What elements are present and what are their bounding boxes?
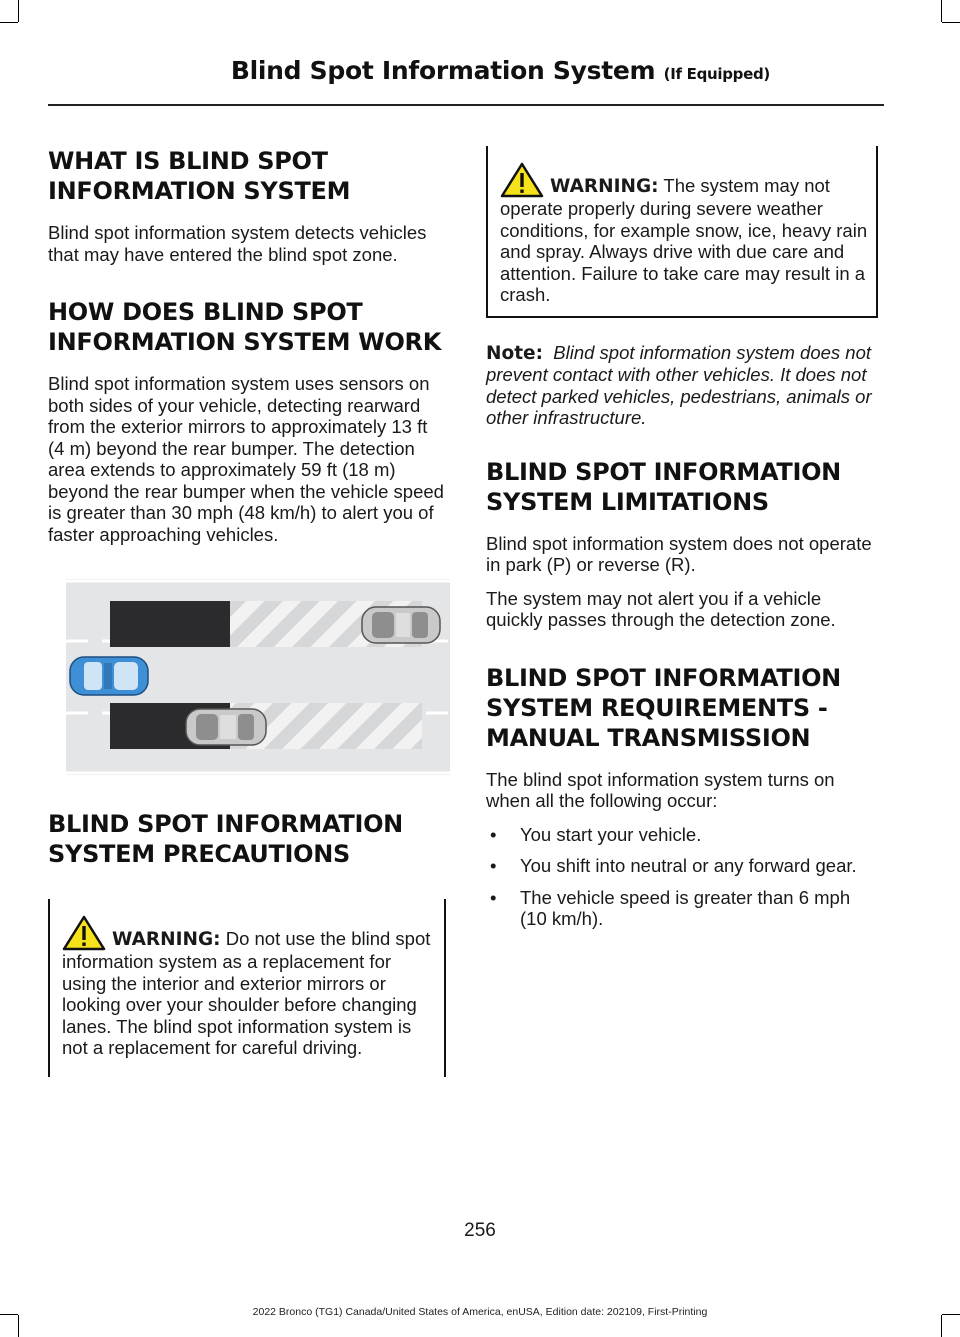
chapter-subtitle: (If Equipped) [663, 65, 770, 83]
blind-spot-vehicle [186, 709, 266, 745]
warning-text: The system may not operate properly during severe weather conditions, for example snow, ice, heavy rain and spray. Always drive with due care and attention. Failure to take care may result in a crash. [500, 175, 868, 305]
crop-mark [941, 0, 942, 22]
own-vehicle [70, 657, 148, 695]
how-it-works-heading: HOW DOES BLIND SPOT INFORMATION SYSTEM WORK [48, 298, 442, 356]
header-divider [48, 104, 884, 106]
warning-triangle-icon [62, 915, 106, 951]
warning-box [486, 146, 878, 318]
how-it-works-paragraph: Blind spot information system uses sensors on both sides of your vehicle, detecting rearward from the exterior mirrors to approximately 13 ft (4 m) beyond the rear bumper. The detection area extends to approximately 59 ft (18 m) beyond the rear bumper when the vehicle speed is greater than 30 mph (48 km/h) to alert you of faster approaching vehicles. [48, 373, 444, 545]
crop-mark [0, 22, 18, 23]
warning-label: WARNING: [112, 929, 221, 950]
blind-spot-detection-diagram [66, 579, 450, 775]
list-item: • You shift into neutral or any forward gear. [486, 855, 878, 877]
note [486, 342, 878, 429]
approaching-vehicle [362, 607, 440, 643]
limitations-heading: BLIND SPOT INFORMATION SYSTEM LIMITATIONS [486, 457, 841, 516]
warning-triangle-icon [500, 162, 544, 198]
note-label: Note: [486, 342, 543, 364]
chapter-title: Blind Spot Information System [230, 56, 656, 85]
list-item: • You start your vehicle. [486, 824, 878, 846]
page-number: 256 [464, 1220, 496, 1241]
crop-mark [942, 22, 960, 23]
crop-mark [18, 0, 19, 22]
warning-label: WARNING: [550, 176, 659, 197]
limitations-paragraph: The system may not alert you if a vehicle quickly passes through the detection zone. [486, 587, 836, 630]
what-is-heading: WHAT IS BLIND SPOT INFORMATION SYSTEM [48, 147, 351, 205]
footer-edition: 2022 Bronco (TG1) Canada/United States of America, enUSA, Edition date: 202109, First-Printing [252, 1306, 708, 1318]
left-column [48, 146, 446, 1077]
requirements-list [486, 824, 878, 930]
warning-text: Do not use the blind spot information system as a replacement for using the interior and exterior mirrors or looking over your shoulder before changing lanes. The blind spot information system is not a replacement for careful driving. [62, 928, 431, 1058]
list-item: • The vehicle speed is greater than 6 mph (10 km/h). [486, 887, 878, 930]
limitations-paragraph: Blind spot information system does not operate in park (P) or reverse (R). [486, 532, 872, 575]
requirements-intro: The blind spot information system turns on when all the following occur: [486, 768, 835, 811]
what-is-paragraph: Blind spot information system detects vehicles that may have entered the blind spot zone. [48, 222, 427, 265]
crop-mark [18, 1315, 19, 1337]
near-zone-upper [110, 601, 230, 647]
note-text: Blind spot information system does not prevent contact with other vehicles. It does not detect parked vehicles, pedestrians, animals or other infrastructure. [486, 341, 872, 428]
requirements-heading: BLIND SPOT INFORMATION SYSTEM REQUIREMENTS - MANUAL TRANSMISSION [486, 663, 841, 752]
page-header [231, 56, 770, 85]
right-column [486, 146, 878, 940]
precautions-heading: BLIND SPOT INFORMATION SYSTEM PRECAUTIONS [48, 810, 403, 868]
warning-box [48, 899, 446, 1077]
crop-mark [941, 1315, 942, 1337]
